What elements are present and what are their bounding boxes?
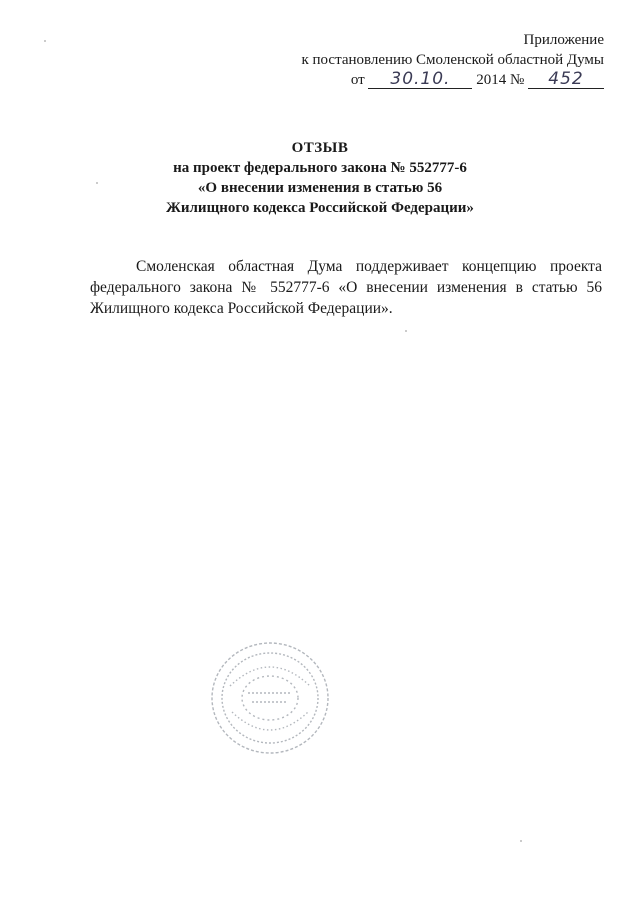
title-line-2: на проект федерального закона № 552777-6 bbox=[173, 160, 467, 176]
appendix-header bbox=[301, 30, 604, 90]
official-seal-icon bbox=[208, 638, 332, 758]
scan-speck bbox=[96, 182, 98, 184]
year-number-label: 2014 № bbox=[476, 72, 525, 88]
document-title bbox=[0, 138, 640, 218]
resolution-reference: к постановлению Смоленской областной Думы bbox=[301, 52, 604, 68]
scan-speck bbox=[405, 330, 407, 332]
body-paragraph: Смоленская областная Дума поддерживает концепцию проекта федерального закона № 552777-6 «О внесении изменения в статью 56 Жилищного кодекса Российской Федерации». bbox=[90, 257, 602, 317]
title-main: ОТЗЫВ bbox=[291, 140, 349, 156]
handwritten-date: 30.10. bbox=[368, 70, 472, 89]
scan-speck bbox=[44, 40, 46, 42]
date-number-line bbox=[301, 70, 604, 90]
scan-speck bbox=[520, 840, 522, 842]
date-prefix: от bbox=[350, 72, 365, 88]
title-line-4: Жилищного кодекса Российской Федерации» bbox=[166, 200, 474, 216]
appendix-label: Приложение bbox=[523, 32, 604, 48]
handwritten-number: 452 bbox=[528, 70, 604, 89]
title-line-3: «О внесении изменения в статью 56 bbox=[197, 180, 443, 196]
